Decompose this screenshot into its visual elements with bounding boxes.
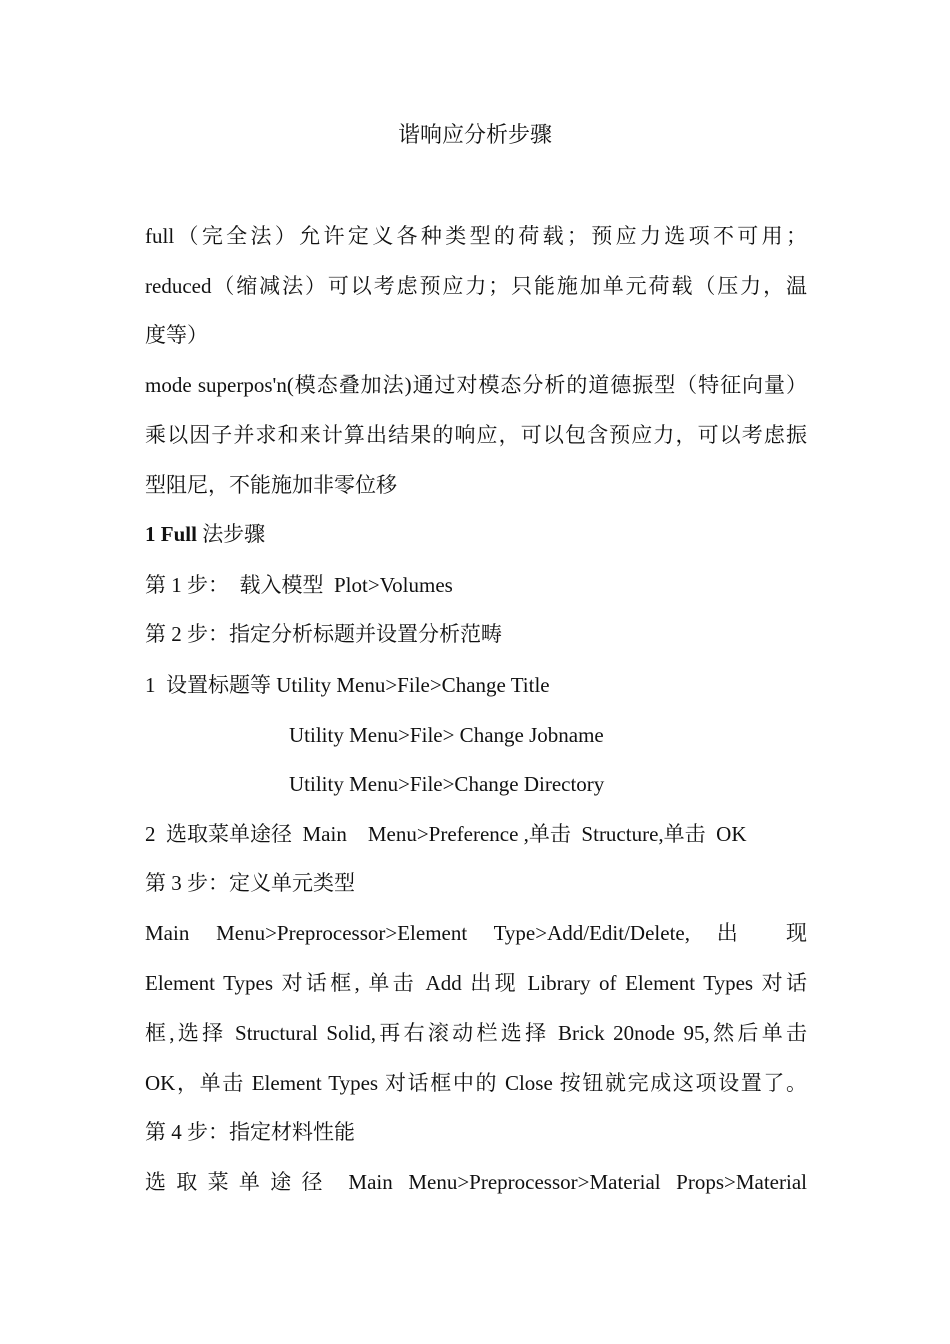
- paragraph-line-reduced: reduced（缩减法）可以考虑预应力；只能施加单元荷载（压力，温: [145, 274, 807, 298]
- section-heading-bold: 1 Full: [145, 522, 197, 546]
- paragraph-line-full: full（完全法）允许定义各种类型的荷载；预应力选项不可用；: [145, 224, 807, 248]
- paragraph-line-reduced-cont: 度等）: [145, 323, 208, 347]
- step-2: 第 2 步：指定分析标题并设置分析范畴: [145, 622, 502, 646]
- step-3-line-4: OK，单击 Element Types 对话框中的 Close 按钮就完成这项设置了。: [145, 1071, 807, 1095]
- paragraph-line-mode-cont-2: 型阻尼，不能施加非零位移: [145, 473, 397, 497]
- section-heading: [145, 519, 807, 549]
- step-3-line-2: Element Types 对话框, 单击 Add 出现 Library of Element Types 对话: [145, 971, 807, 995]
- page-title: 谐响应分析步骤: [397, 122, 552, 147]
- step-2-path-directory: Utility Menu>File>Change Directory: [289, 772, 605, 796]
- step-3-line-1: Main Menu>Preprocessor>Element Type>Add/Edit/Delete, 出 现: [145, 921, 807, 945]
- paragraph-line-mode: mode superpos'n(模态叠加法)通过对模态分析的道德振型（特征向量）: [145, 373, 807, 397]
- step-3: 第 3 步：定义单元类型: [145, 871, 355, 895]
- step-4-line-1: 选取菜单途径 Main Menu>Preprocessor>Material Props>Material: [145, 1170, 807, 1194]
- paragraph-line-mode-cont-1: 乘以因子并求和来计算出结果的响应，可以包含预应力，可以考虑振: [145, 423, 807, 447]
- section-heading-text: 法步骤: [196, 522, 266, 546]
- step-3-line-3: 框,选择 Structural Solid,再右滚动栏选择 Brick 20node 95,然后单击: [145, 1021, 807, 1045]
- step-2-item-1: 1 设置标题等 Utility Menu>File>Change Title: [145, 673, 550, 697]
- step-2-path-jobname: Utility Menu>File> Change Jobname: [289, 723, 604, 747]
- step-1: 第 1 步： 载入模型 Plot>Volumes: [145, 573, 453, 597]
- step-4: 第 4 步：指定材料性能: [145, 1120, 355, 1144]
- step-2-item-2: 2 选取菜单途径 Main Menu>Preference ,单击 Structure,单击 OK: [145, 822, 747, 846]
